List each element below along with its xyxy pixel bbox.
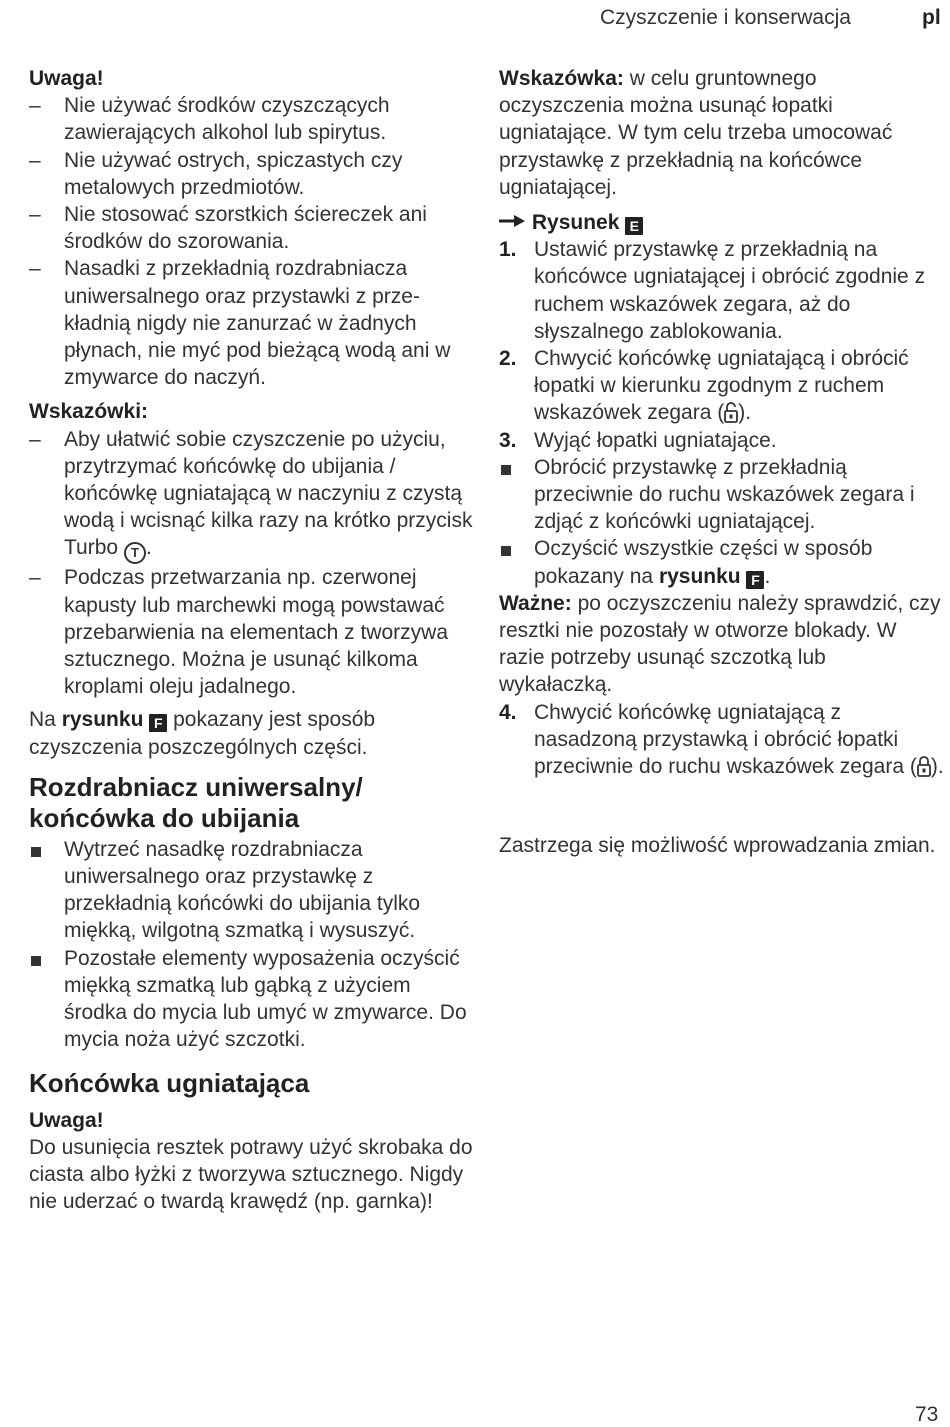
important-paragraph <box>499 590 944 699</box>
list-item: Pozostałe elementy wyposażenia oczyścić miękką szmatką lub gąbką z użyciem środka do mycia lub umyć w zmywarce. Do mycia noża użyć szczotki. <box>29 945 474 1054</box>
section-list <box>29 836 474 1054</box>
tip-item: – Podczas przetwarzania np. czerwonej kapusty lub marchewki mogą powstawać przebarwienia na elementach z tworzywa sztucznego. Można je usunąć kilkoma kroplami oleju jadalnego. <box>29 564 474 700</box>
steps-list <box>499 699 944 781</box>
step-item <box>499 699 944 781</box>
step-text: Chwycić końcówkę ugniatającą z nasadzoną przystawką i obrócić łopatki przeciwnie do ruchu wskazówek zegara ( <box>534 700 917 779</box>
step-end: ). <box>738 401 752 425</box>
figure-reference <box>29 706 474 760</box>
list-end: . <box>764 564 771 588</box>
figure-badge-icon: F <box>149 714 167 732</box>
list-text: Oczyścić wszystkie części w sposób pokazany na <box>534 537 873 588</box>
step-number: 4. <box>499 700 517 724</box>
hint-paragraph <box>499 65 944 201</box>
warning-item: – Nie używać środków czyszczących zawierających alkohol lub spirytus. <box>29 92 474 146</box>
warning-item: – Nasadki z przekładnią rozdrabniacza uniwersalnego oraz przystawki z prze-kładnią nigdy nie zanurzać w żadnych płynach, nie myć pod bieżącą wodą ani w zmywarce do naczyń. <box>29 255 474 391</box>
hint-label: Wskazówka: <box>499 67 624 90</box>
figure-pre: Na <box>29 708 56 732</box>
figure-word: rysunku <box>61 708 144 732</box>
left-column <box>29 65 474 1215</box>
figure-badge-icon: E <box>625 217 643 235</box>
step-text: Chwycić końcówkę ugniatającą i obrócić łopatki w kierunku zgodnym z ruchem wskazówek zegara ( <box>534 347 909 425</box>
figure-post: pokazany jest sposób czyszczenia poszczególnych części. <box>29 708 376 759</box>
step-text: Wyjąć łopatki ugniatające. <box>534 428 777 452</box>
list-item <box>499 535 944 589</box>
lock-icon <box>917 755 931 777</box>
page-number: 73 <box>915 1403 939 1426</box>
right-column <box>499 65 944 859</box>
warning-text: Do usunięcia resztek potrawy użyć skrobaka do ciasta albo łyżki z tworzywa sztucznego. Nigdy nie uderzać o twardą krawędź (np. garnka)! <box>29 1135 473 1214</box>
list-bold: rysunku <box>658 564 741 588</box>
turbo-button-icon: T <box>124 542 146 564</box>
warning-item: – Nie używać ostrych, spiczastych czy metalowych przedmiotów. <box>29 147 474 201</box>
figure-badge-icon: F <box>746 571 764 589</box>
hint-text: w celu gruntownego oczyszczenia można usunąć łopatki ugniatające. W tym celu trzeba umocować przystawkę z przekładnią na końcówce ugniatającej. <box>499 67 893 199</box>
tip-text: Aby ułatwić sobie czyszczenie po użyciu, przytrzymać końcówkę do ubijania / końcówkę ugniatającą w naczyniu z czystą wodą i wcisnąć kilka razy na krótko przycisk Turbo <box>64 427 473 560</box>
steps-list <box>499 236 944 590</box>
warning-list <box>29 92 474 391</box>
warning-label: Uwaga! <box>29 67 104 90</box>
header-title: Czyszczenie i konserwacja <box>600 6 851 29</box>
figure-ref-label: Rysunek <box>531 211 620 235</box>
step-text: Ustawić przystawkę z przekładnią na końcówce ugniatającej i obrócić zgodnie z ruchem wskazówek zegara, aż do słyszalnego zablokowania. <box>534 238 926 343</box>
tips-list <box>29 426 474 701</box>
important-label: Ważne: <box>499 591 572 615</box>
step-item <box>499 427 944 454</box>
footer-note: Zastrzega się możliwość wprowadzania zmian. <box>499 834 936 858</box>
step-number: 3. <box>499 428 517 452</box>
figure-reference <box>499 209 944 236</box>
warning-item: – Nie stosować szorstkich ściereczek ani środków do szorowania. <box>29 201 474 255</box>
unlock-icon <box>724 401 738 423</box>
arrow-right-icon <box>499 214 526 228</box>
tips-label: Wskazówki: <box>29 400 149 424</box>
header-language: pl <box>922 6 941 29</box>
important-text: po oczyszczeniu należy sprawdzić, czy resztki nie pozostały w otworze blokady. W razie potrzeby usunąć szczotką lub wykałaczką. <box>499 591 941 697</box>
warning-label: Uwaga! <box>29 1108 104 1132</box>
section-title: Końcówka ugniatająca <box>29 1067 310 1098</box>
step-item <box>499 236 944 345</box>
step-number: 1. <box>499 238 517 262</box>
step-number: 2. <box>499 347 517 371</box>
section-title: Rozdrabniacz uniwersalny/ końcówka do ubijania <box>29 771 363 833</box>
tip-item <box>29 426 474 565</box>
step-item <box>499 345 944 427</box>
list-item: Obrócić przystawkę z przekładnią przeciwnie do ruchu wskazówek zegara i zdjąć z końcówki ugniatającej. <box>499 454 944 536</box>
list-item: Wytrzeć nasadkę rozdrabniacza uniwersalnego oraz przystawkę z przekładnią końcówki do ubijania tylko miękką, wilgotną szmatką i wysuszyć. <box>29 836 474 945</box>
step-end: ). <box>930 755 944 779</box>
tip-end: . <box>145 536 152 560</box>
